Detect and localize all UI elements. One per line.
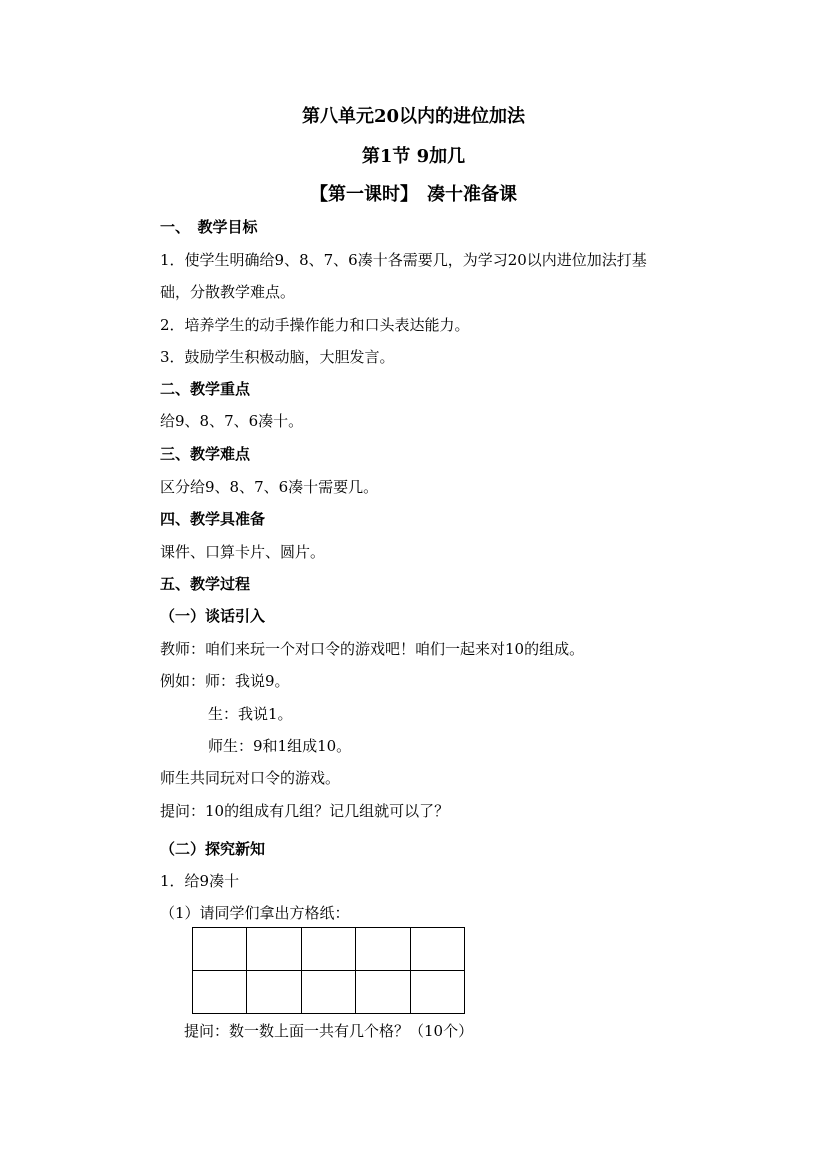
process-heading: 五、教学过程 bbox=[160, 575, 251, 593]
grid-cell bbox=[411, 971, 465, 1014]
unit-title: 第八单元20以内的进位加法 bbox=[301, 106, 526, 127]
lesson-title: 【第一课时】 凑十准备课 bbox=[310, 184, 517, 205]
explore-heading: （二）探究新知 bbox=[160, 840, 266, 858]
intro-line-2: 例如：师：我说9。 bbox=[160, 672, 290, 690]
difficulties-text: 区分给9、8、7、6凑十需要几。 bbox=[160, 478, 379, 496]
goal-2: 2．培养学生的动手操作能力和口头表达能力。 bbox=[160, 316, 470, 334]
goal-1-line-1: 1．使学生明确给9、8、7、6凑十各需要几，为学习20以内进位加法打基 bbox=[160, 251, 647, 269]
intro-line-4: 师生：9和1组成10。 bbox=[208, 737, 352, 755]
intro-line-1: 教师：咱们来玩一个对口令的游戏吧！咱们一起来对10的组成。 bbox=[160, 640, 585, 658]
goal-3: 3．鼓励学生积极动脑，大胆发言。 bbox=[160, 348, 395, 366]
grid-question: 提问：数一数上面一共有几个格？（10个） bbox=[184, 1022, 474, 1040]
intro-line-6: 提问：10的组成有几组？记几组就可以了？ bbox=[160, 802, 450, 820]
explore-line-2: （1）请同学们拿出方格纸： bbox=[160, 904, 350, 922]
goals-heading: 一、 教学目标 bbox=[160, 218, 258, 236]
goal-1-line-2: 础，分散教学难点。 bbox=[160, 283, 296, 301]
grid-cell bbox=[411, 928, 465, 971]
ten-square-grid bbox=[192, 927, 465, 1014]
key-points-heading: 二、教学重点 bbox=[160, 380, 251, 398]
key-points-text: 给9、8、7、6凑十。 bbox=[160, 412, 304, 430]
grid-cell bbox=[356, 928, 410, 971]
grid-cell bbox=[193, 928, 247, 971]
grid-cell bbox=[193, 971, 247, 1014]
grid-cell bbox=[247, 971, 301, 1014]
intro-heading: （一）谈话引入 bbox=[160, 607, 266, 625]
grid-cell bbox=[247, 928, 301, 971]
materials-text: 课件、口算卡片、圆片。 bbox=[160, 543, 326, 561]
materials-heading: 四、教学具准备 bbox=[160, 510, 266, 528]
difficulties-heading: 三、教学难点 bbox=[160, 445, 251, 463]
explore-line-1: 1．给9凑十 bbox=[160, 872, 240, 890]
intro-line-3: 生：我说1。 bbox=[208, 705, 293, 723]
grid-cell bbox=[302, 928, 356, 971]
grid-cell bbox=[302, 971, 356, 1014]
section-title: 第1节 9加几 bbox=[361, 146, 466, 167]
grid-cell bbox=[356, 971, 410, 1014]
intro-line-5: 师生共同玩对口令的游戏。 bbox=[160, 769, 341, 787]
